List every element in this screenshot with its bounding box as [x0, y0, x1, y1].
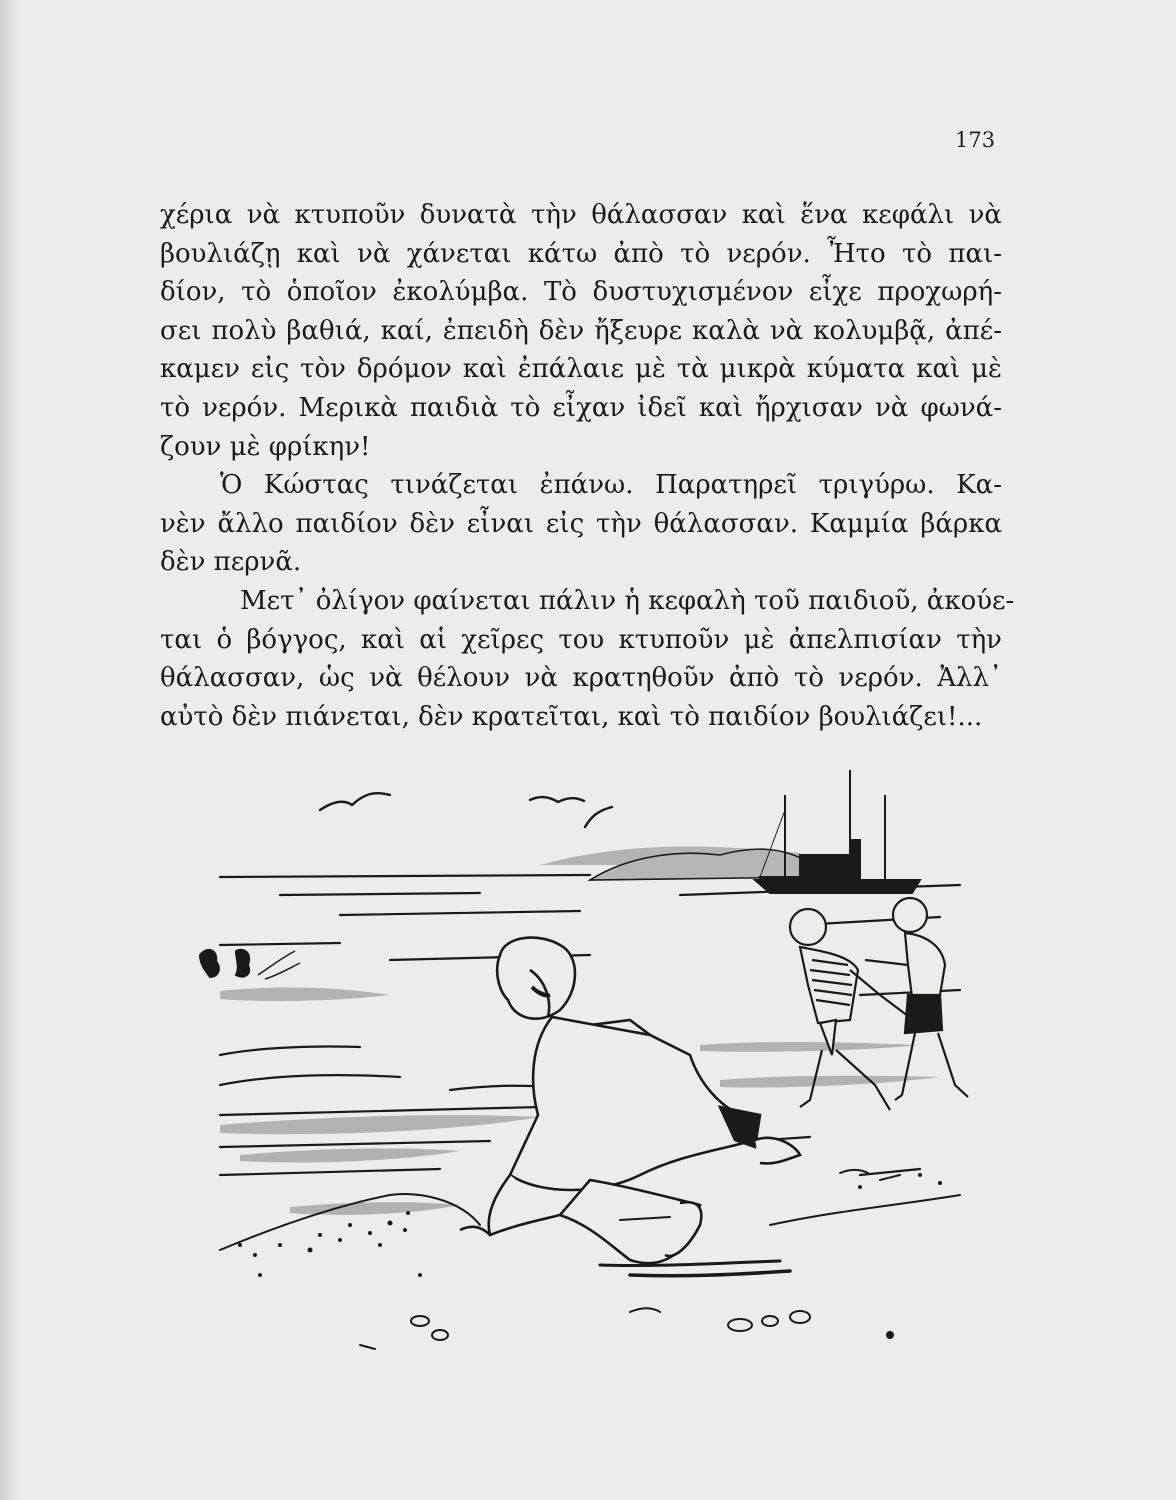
- text-line: Ὁ Κώστας τινάζεται ἐπάνω. Παρατηρεῖ τριγύρω. Κα-: [220, 470, 1002, 501]
- text-line: καμεν εἰς τὸν δρόμον καὶ ἐπάλαιε μὲ τὰ μικρὰ κύματα καὶ μὲ: [160, 354, 1002, 385]
- text-line: βουλιάζῃ καὶ νὰ χάνεται κάτω ἀπὸ τὸ νερόν. Ἦτο τὸ παι-: [160, 238, 1002, 269]
- text-line: τὸ νερόν. Μερικὰ παιδιὰ τὸ εἶχαν ἰδεῖ καὶ ἤρχισαν νὰ φωνά-: [160, 392, 1002, 423]
- page-number: 173: [955, 128, 996, 152]
- body-text: [160, 196, 1015, 736]
- text-line: χέρια νὰ κτυποῦν δυνατὰ τὴν θάλασσαν καὶ ἕνα κεφάλι νὰ: [160, 200, 1002, 230]
- text-line: αὐτὸ δὲν πιάνεται, δὲν κρατεῖται, καὶ τὸ παιδίον βουλιάζει!...: [160, 701, 983, 732]
- drowning-child: [200, 950, 300, 979]
- text-line: ται ὁ βόγγος, καὶ αἱ χεῖρες του κτυποῦν μὲ ἀπελπισίαν τὴν: [160, 624, 1002, 655]
- sailor-boy: [460, 938, 800, 1264]
- text-line: νὲν ἄλλο παιδίον δὲν εἶναι εἰς τὴν θάλασσαν. Καμμία βάρκα: [160, 508, 1002, 539]
- text-line: ζουν μὲ φρίκην!: [160, 431, 371, 462]
- text-line: Μετ᾽ ὀλίγον φαίνεται πάλιν ἡ κεφαλὴ τοῦ παιδιοῦ, ἀκούε-: [240, 585, 1015, 616]
- beach-illustration: [160, 755, 1020, 1395]
- text-line: θάλασσαν, ὡς νὰ θέλουν νὰ κρατηθοῦν ἀπὸ τὸ νερόν. Ἀλλ᾽: [160, 663, 1002, 694]
- page-binding-shadow: [0, 0, 22, 1500]
- seagulls: [320, 793, 612, 827]
- text-line: δὲν περνᾶ.: [160, 547, 302, 578]
- text-line: σει πολὺ βαθιά, καί, ἐπειδὴ δὲν ἤξευρε καλὰ νὰ κολυμβᾷ, ἀπέ-: [160, 315, 1002, 346]
- text-line: δίον, τὸ ὁποῖον ἐκολύμβα. Τὸ δυστυχισμένον εἶχε προχωρή-: [160, 277, 1002, 308]
